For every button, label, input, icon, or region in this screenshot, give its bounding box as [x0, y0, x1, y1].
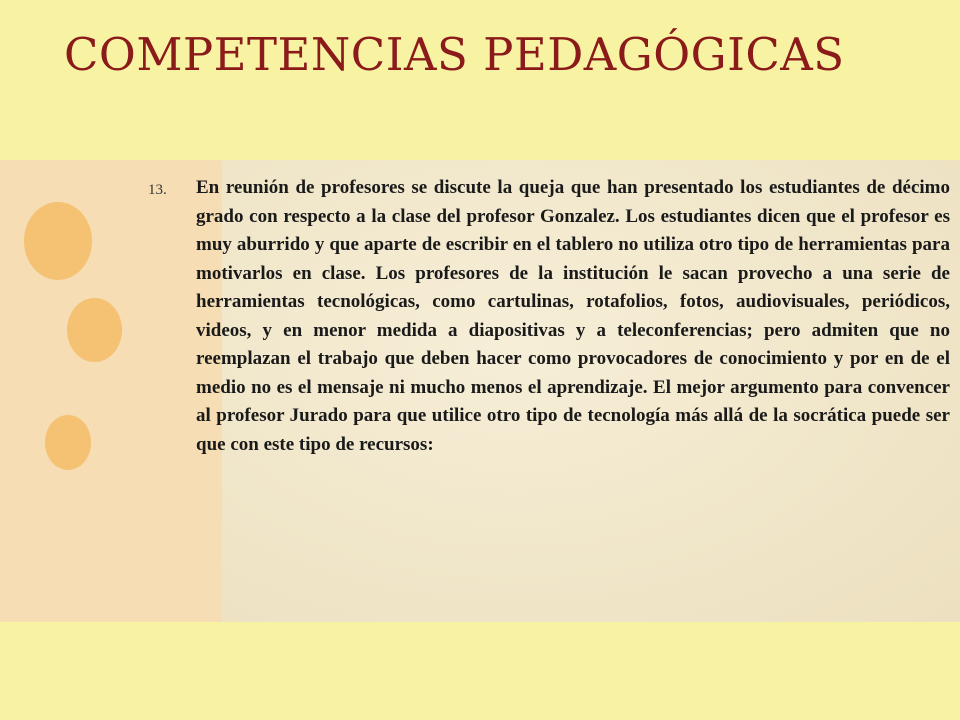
decor-circle-large	[24, 202, 92, 280]
decor-circle-medium	[67, 298, 122, 362]
question-text: En reunión de profesores se discute la queja que han presentado los estudiantes de décimo grado con respecto a la clase del profesor Gonzalez. Los estudiantes dicen que el profesor es muy aburrido y que aparte de escribir en el tablero no utiliza otro tipo de herramientas para motivarlos en clase. Los profesores de la institución le sacan provecho a una serie de herramientas tecnológicas, como cartulinas, rotafolios, fotos, audiovisuales, periódicos, videos, y en menor medida a diapositivas y a teleconferencias; pero admiten que no reemplazan el trabajo que deben hacer como provocadores de conocimiento y por en de el medio no es el mensaje ni mucho menos el aprendizaje. El mejor argumento para convencer al profesor Jurado para que utilice otro tipo de tecnología más allá de la socrática puede ser que con este tipo de recursos:	[196, 177, 950, 455]
question-number: 13.	[148, 182, 167, 198]
slide-title: COMPETENCIAS PEDAGÓGICAS	[64, 28, 845, 81]
decor-circle-small	[45, 415, 91, 470]
